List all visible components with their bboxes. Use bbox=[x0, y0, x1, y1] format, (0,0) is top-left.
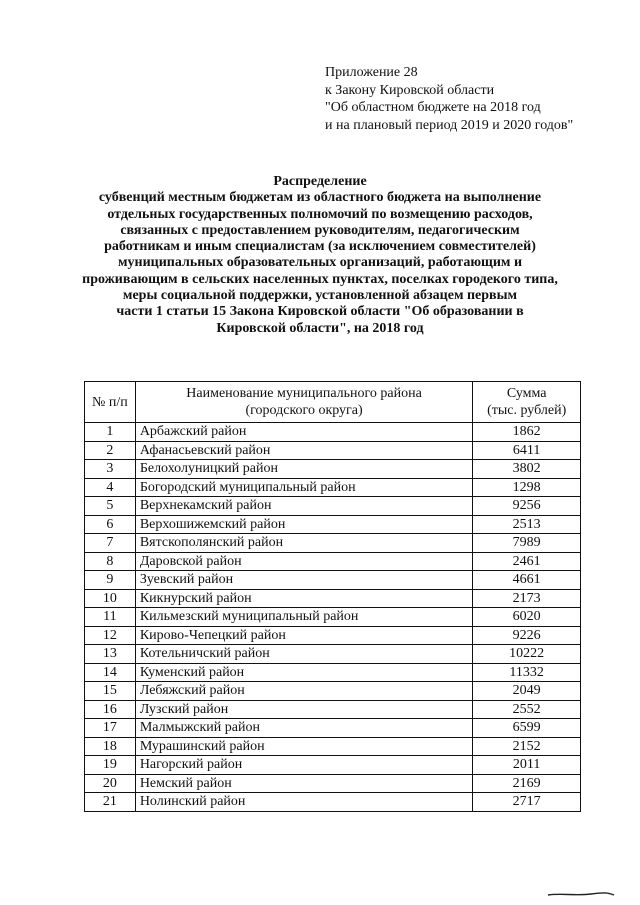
row-district-name: Кикнурский район bbox=[135, 589, 473, 608]
row-sum: 2717 bbox=[473, 793, 581, 812]
row-district-name: Малмыжский район bbox=[135, 719, 473, 738]
row-district-name: Белохолуницкий район bbox=[135, 460, 473, 479]
row-number: 16 bbox=[85, 700, 136, 719]
row-number: 20 bbox=[85, 774, 136, 793]
table-row bbox=[85, 793, 581, 812]
row-district-name: Кирово-Чепецкий район bbox=[135, 626, 473, 645]
row-number: 11 bbox=[85, 608, 136, 627]
distribution-table bbox=[84, 381, 581, 812]
row-number: 12 bbox=[85, 626, 136, 645]
row-number: 3 bbox=[85, 460, 136, 479]
table-row bbox=[85, 774, 581, 793]
row-number: 14 bbox=[85, 663, 136, 682]
table-row bbox=[85, 700, 581, 719]
table-row bbox=[85, 608, 581, 627]
row-number: 6 bbox=[85, 515, 136, 534]
title-line: субвенций местным бюджетам из областного бюджета на выполнение bbox=[98, 190, 542, 206]
row-number: 17 bbox=[85, 719, 136, 738]
row-sum: 9226 bbox=[473, 626, 581, 645]
row-sum: 2011 bbox=[473, 756, 581, 775]
signature-mark bbox=[546, 890, 616, 898]
row-sum: 2461 bbox=[473, 552, 581, 571]
row-sum: 1862 bbox=[473, 423, 581, 442]
row-district-name: Зуевский район bbox=[135, 571, 473, 590]
row-number: 21 bbox=[85, 793, 136, 812]
row-number: 8 bbox=[85, 552, 136, 571]
row-district-name: Кильмезский муниципальный район bbox=[135, 608, 473, 627]
table-row bbox=[85, 737, 581, 756]
row-sum: 6599 bbox=[473, 719, 581, 738]
row-district-name: Куменский район bbox=[135, 663, 473, 682]
table-row bbox=[85, 589, 581, 608]
title-line: меры социальной поддержки, установленной абзацем первым bbox=[122, 288, 518, 304]
row-district-name: Вятскополянский район bbox=[135, 534, 473, 553]
row-sum: 2173 bbox=[473, 589, 581, 608]
row-district-name: Мурашинский район bbox=[135, 737, 473, 756]
appendix-reference bbox=[325, 64, 573, 134]
title-line: связанных с предоставлением руководителям, педагогическим bbox=[120, 222, 520, 238]
header-sum: Сумма (тыс. рублей) bbox=[473, 382, 581, 423]
row-number: 19 bbox=[85, 756, 136, 775]
row-sum: 2152 bbox=[473, 737, 581, 756]
row-district-name: Нолинский район bbox=[135, 793, 473, 812]
table-row bbox=[85, 515, 581, 534]
row-number: 1 bbox=[85, 423, 136, 442]
appendix-line: и на плановый период 2019 и 2020 годов" bbox=[325, 117, 574, 133]
table-row bbox=[85, 756, 581, 775]
row-district-name: Верхнекамский район bbox=[135, 497, 473, 516]
title-line: проживающим в сельских населенных пунктах, поселках городекого типа, bbox=[82, 271, 558, 287]
row-district-name: Арбажский район bbox=[135, 423, 473, 442]
row-sum: 2552 bbox=[473, 700, 581, 719]
table-header-row bbox=[85, 382, 581, 423]
row-district-name: Котельничский район bbox=[135, 645, 473, 664]
row-district-name: Лузский район bbox=[135, 700, 473, 719]
row-district-name: Нагорский район bbox=[135, 756, 473, 775]
row-district-name: Даровской район bbox=[135, 552, 473, 571]
row-number: 4 bbox=[85, 478, 136, 497]
row-sum: 10222 bbox=[473, 645, 581, 664]
title-line: части 1 статьи 15 Закона Кировской области "Об образовании в bbox=[116, 304, 524, 320]
table-row bbox=[85, 626, 581, 645]
row-sum: 6411 bbox=[473, 441, 581, 460]
table-row bbox=[85, 441, 581, 460]
table-row bbox=[85, 497, 581, 516]
header-district-name: Наименование муниципального района (городского округа) bbox=[135, 382, 473, 423]
row-district-name: Лебяжский район bbox=[135, 682, 473, 701]
row-number: 13 bbox=[85, 645, 136, 664]
row-sum: 1298 bbox=[473, 478, 581, 497]
row-district-name: Верхошижемский район bbox=[135, 515, 473, 534]
row-number: 18 bbox=[85, 737, 136, 756]
row-district-name: Афанасьевский район bbox=[135, 441, 473, 460]
row-district-name: Немский район bbox=[135, 774, 473, 793]
row-number: 9 bbox=[85, 571, 136, 590]
appendix-line: Приложение 28 bbox=[325, 65, 418, 80]
row-sum: 11332 bbox=[473, 663, 581, 682]
row-number: 15 bbox=[85, 682, 136, 701]
table-row bbox=[85, 552, 581, 571]
title-line: отдельных государственных полномочий по возмещению расходов, bbox=[107, 206, 533, 222]
table-row bbox=[85, 478, 581, 497]
title-line: муниципальных образовательных организаций, работающим и bbox=[117, 255, 523, 271]
appendix-line: к Закону Кировской области bbox=[325, 82, 495, 98]
appendix-line: "Об областном бюджете на 2018 год bbox=[325, 100, 541, 115]
row-number: 10 bbox=[85, 589, 136, 608]
title-line: Распределение bbox=[273, 174, 367, 189]
table-row bbox=[85, 460, 581, 479]
table-row bbox=[85, 682, 581, 701]
header-number: № п/п bbox=[85, 382, 136, 423]
row-sum: 3802 bbox=[473, 460, 581, 479]
row-number: 5 bbox=[85, 497, 136, 516]
row-sum: 7989 bbox=[473, 534, 581, 553]
row-sum: 6020 bbox=[473, 608, 581, 627]
table-row bbox=[85, 719, 581, 738]
title-line: работникам и иным специалистам (за исключением совместителей) bbox=[104, 239, 536, 255]
table-row bbox=[85, 645, 581, 664]
table-row bbox=[85, 534, 581, 553]
row-sum: 2513 bbox=[473, 515, 581, 534]
title-line: Кировской области", на 2018 год bbox=[216, 320, 424, 336]
table-row bbox=[85, 423, 581, 442]
table-row bbox=[85, 571, 581, 590]
row-number: 7 bbox=[85, 534, 136, 553]
row-sum: 2049 bbox=[473, 682, 581, 701]
row-number: 2 bbox=[85, 441, 136, 460]
row-district-name: Богородский муниципальный район bbox=[135, 478, 473, 497]
row-sum: 4661 bbox=[473, 571, 581, 590]
table-row bbox=[85, 663, 581, 682]
document-title bbox=[0, 174, 640, 337]
row-sum: 9256 bbox=[473, 497, 581, 516]
row-sum: 2169 bbox=[473, 774, 581, 793]
